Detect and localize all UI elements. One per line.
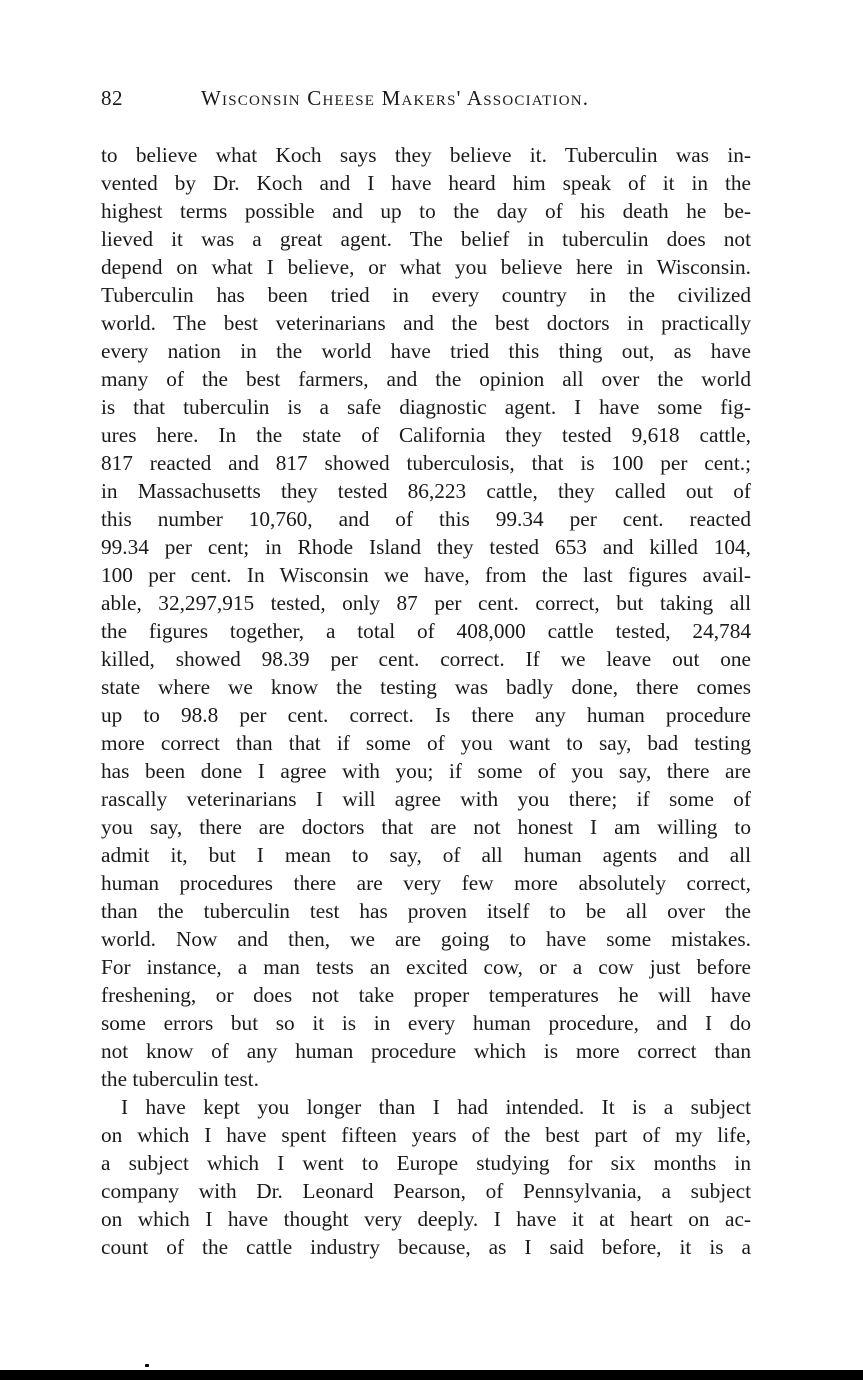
text-line: rascally veterinarians I will agree with you there; if some of: [101, 787, 751, 811]
text-line: many of the best farmers, and the opinion all over the world: [101, 367, 751, 391]
text-line: up to 98.8 per cent. correct. Is there any human procedure: [101, 703, 751, 727]
paragraph-2: [101, 1093, 751, 1261]
text-line: freshening, or does not take proper temperatures he will have: [101, 983, 751, 1007]
text-line: a subject which I went to Europe studying for six months in: [101, 1151, 751, 1175]
text-line: state where we know the testing was badly done, there comes: [101, 675, 751, 699]
scan-border: [0, 1370, 863, 1380]
text-line: able, 32,297,915 tested, only 87 per cent. correct, but taking all: [101, 591, 751, 615]
body-text: [101, 141, 751, 1261]
running-title: Wisconsin Cheese Makers' Association.: [201, 86, 590, 110]
text-line: some errors but so it is in every human procedure, and I do: [101, 1011, 751, 1035]
text-line: on which I have spent fifteen years of the best part of my life,: [101, 1123, 751, 1147]
text-line: to believe what Koch says they believe it. Tuberculin was in-: [101, 143, 751, 167]
text-line: For instance, a man tests an excited cow, or a cow just before: [101, 955, 751, 979]
text-line: the tuberculin test.: [101, 1067, 259, 1091]
text-line: vented by Dr. Koch and I have heard him speak of it in the: [101, 171, 751, 195]
text-line: you say, there are doctors that are not honest I am willing to: [101, 815, 751, 839]
text-line: the figures together, a total of 408,000 cattle tested, 24,784: [101, 619, 751, 643]
text-line: lieved it was a great agent. The belief in tuberculin does not: [101, 227, 751, 251]
text-line: world. Now and then, we are going to have some mistakes.: [101, 927, 751, 951]
text-line: 100 per cent. In Wisconsin we have, from the last figures avail-: [101, 563, 751, 587]
page-number: 82: [101, 86, 123, 110]
text-line: ures here. In the state of California they tested 9,618 cattle,: [101, 423, 751, 447]
text-line: has been done I agree with you; if some of you say, there are: [101, 759, 751, 783]
text-line: world. The best veterinarians and the best doctors in practically: [101, 311, 751, 335]
page-header: [101, 86, 751, 120]
text-line: human procedures there are very few more absolutely correct,: [101, 871, 751, 895]
text-line: count of the cattle industry because, as I said before, it is a: [101, 1235, 751, 1259]
text-line: in Massachusetts they tested 86,223 cattle, they called out of: [101, 479, 751, 503]
text-line: every nation in the world have tried this thing out, as have: [101, 339, 751, 363]
text-line: depend on what I believe, or what you believe here in Wisconsin.: [101, 255, 751, 279]
text-line: killed, showed 98.39 per cent. correct. If we leave out one: [101, 647, 751, 671]
text-line: this number 10,760, and of this 99.34 per cent. reacted: [101, 507, 751, 531]
text-line: on which I have thought very deeply. I have it at heart on ac-: [101, 1207, 751, 1231]
text-line: 99.34 per cent; in Rhode Island they tested 653 and killed 104,: [101, 535, 751, 559]
text-line: company with Dr. Leonard Pearson, of Pennsylvania, a subject: [101, 1179, 751, 1203]
text-line: 817 reacted and 817 showed tuberculosis, that is 100 per cent.;: [101, 451, 751, 475]
text-line: I have kept you longer than I had intended. It is a subject: [121, 1095, 751, 1119]
text-line: highest terms possible and up to the day of his death he be-: [101, 199, 751, 223]
text-line: admit it, but I mean to say, of all human agents and all: [101, 843, 751, 867]
print-speck: [145, 1364, 149, 1367]
text-line: than the tuberculin test has proven itself to be all over the: [101, 899, 751, 923]
text-line: is that tuberculin is a safe diagnostic agent. I have some fig-: [101, 395, 751, 419]
text-line: not know of any human procedure which is more correct than: [101, 1039, 751, 1063]
text-line: more correct than that if some of you want to say, bad testing: [101, 731, 751, 755]
text-line: Tuberculin has been tried in every country in the civilized: [101, 283, 751, 307]
paragraph-1: [101, 141, 751, 1093]
